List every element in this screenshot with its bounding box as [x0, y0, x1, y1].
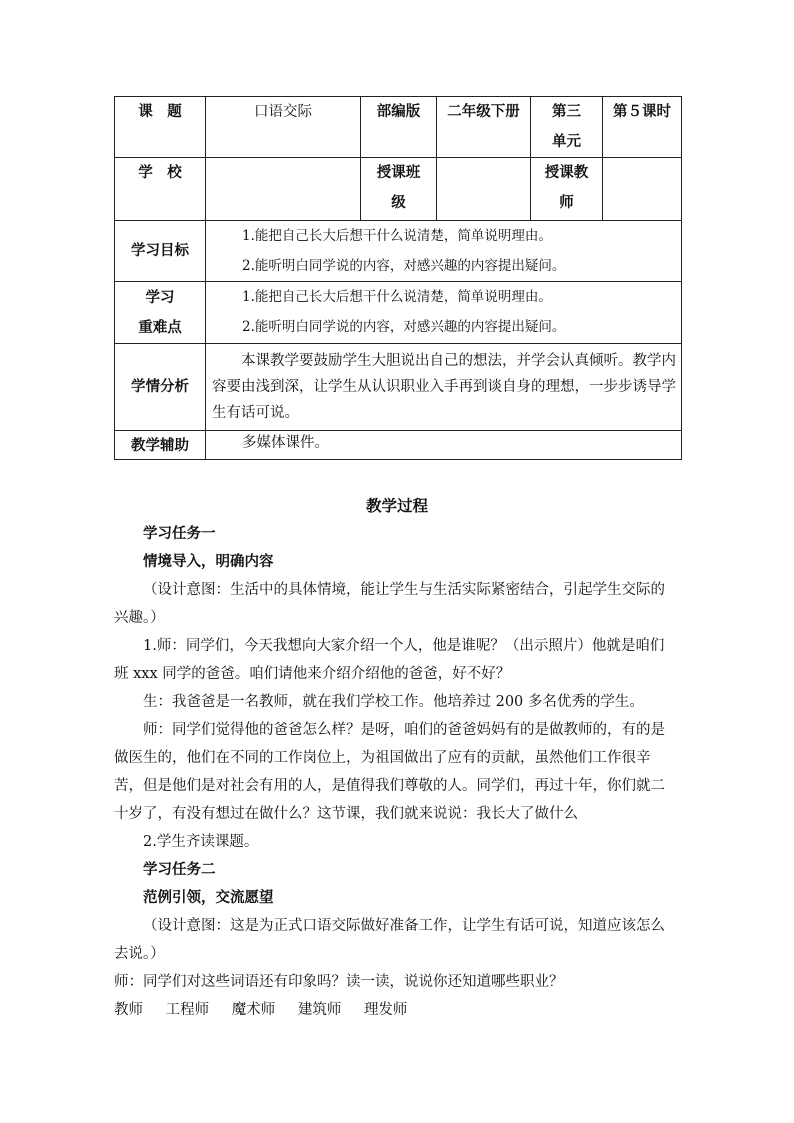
- class-value: [437, 158, 531, 221]
- edition-cell: 部编版: [361, 97, 437, 158]
- analysis-label: 学情分析: [115, 344, 206, 431]
- goal-item: 2.能听明白同学说的内容，对感兴趣的内容提出疑问。: [242, 258, 566, 274]
- paragraph-2: 生：我爸爸是一名教师，就在我们学校工作。他培养过 200 多名优秀的学生。: [143, 694, 644, 710]
- job-item: 魔术师: [231, 1002, 276, 1018]
- lesson-info-table: [114, 96, 682, 460]
- lesson-cell: 第５课时: [603, 97, 682, 158]
- row-aids: [115, 431, 682, 460]
- keys-content: [206, 282, 682, 344]
- paragraph-5: 师：同学们对这些词语还有印象吗？读一读，说说你还知道哪些职业？: [114, 974, 564, 990]
- section-title: 教学过程: [365, 496, 428, 515]
- job-item: 工程师: [165, 1002, 210, 1018]
- aids-content: 多媒体课件。: [206, 431, 682, 460]
- topic-label: 课 题: [115, 97, 206, 158]
- row-keys: [115, 282, 682, 344]
- task1-subheading: 情境导入，明确内容: [143, 553, 274, 570]
- process-body: [114, 520, 674, 1024]
- goals-content: [206, 221, 682, 282]
- job-item: 教师: [114, 1002, 143, 1018]
- school-value: [206, 158, 361, 221]
- analysis-content: 本课教学要鼓励学生大胆说出自己的想法，并学会认真倾听。教学内容要由浅到深，让学生从认识职业入手再到谈自身的理想，一步步诱导学生有话可说。: [206, 344, 682, 431]
- row-school: [115, 158, 682, 221]
- design-note-2: （设计意图：这是为正式口语交际做好准备工作，让学生有话可说，知道应该怎么去说。）: [114, 918, 665, 962]
- job-item: 建筑师: [297, 1002, 342, 1018]
- job-item: 理发师: [363, 1002, 408, 1018]
- unit-cell: 第三单元: [531, 97, 603, 158]
- key-item: 2.能听明白同学说的内容，对感兴趣的内容提出疑问。: [242, 319, 566, 335]
- key-item: 1.能把自己长大后想干什么说清楚，简单说明理由。: [242, 289, 552, 305]
- task2-subheading: 范例引领，交流愿望: [143, 889, 274, 906]
- teacher-value: [603, 158, 682, 221]
- task2-heading: 学习任务二: [143, 861, 216, 878]
- goal-item: 1.能把自己长大后想干什么说清楚，简单说明理由。: [242, 228, 552, 244]
- paragraph-1: 1.师：同学们，今天我想向大家介绍一个人，他是谁呢？（出示照片）他就是咱们班 xxx 同学的爸爸。咱们请他来介绍介绍他的爸爸，好不好？: [114, 638, 665, 682]
- row-topic: [115, 97, 682, 158]
- paragraph-4: 2.学生齐读课题。: [143, 834, 259, 850]
- keys-label: [115, 282, 206, 344]
- keys-label-line1: 学习: [145, 288, 175, 306]
- school-label: 学 校: [115, 158, 206, 221]
- row-analysis: [115, 344, 682, 431]
- grade-cell: 二年级下册: [437, 97, 531, 158]
- goals-label: 学习目标: [115, 221, 206, 282]
- teacher-label: 授课教师: [531, 158, 603, 221]
- aids-label: 教学辅助: [115, 431, 206, 460]
- design-note-1: （设计意图：生活中的具体情境，能让学生与生活实际紧密结合，引起学生交际的兴趣。）: [114, 582, 665, 626]
- task1-heading: 学习任务一: [143, 525, 216, 542]
- class-label: 授课班级: [361, 158, 437, 221]
- paragraph-3: 师：同学们觉得他的爸爸怎么样？是呀，咱们的爸爸妈妈有的是做教师的，有的是做医生的，他们在不同的工作岗位上，为祖国做出了应有的贡献，虽然他们工作很辛苦，但是他们是对社会有用的人，是值得我们尊敬的人。同学们，再过十年，你们就二十岁了，有没有想过在做什么？这节课，我们就来说说：我长大了做什么: [114, 722, 665, 822]
- keys-label-line2: 重难点: [138, 318, 182, 336]
- row-goals: [115, 221, 682, 282]
- job-list: [114, 996, 674, 1024]
- topic-value: 口语交际: [206, 97, 361, 158]
